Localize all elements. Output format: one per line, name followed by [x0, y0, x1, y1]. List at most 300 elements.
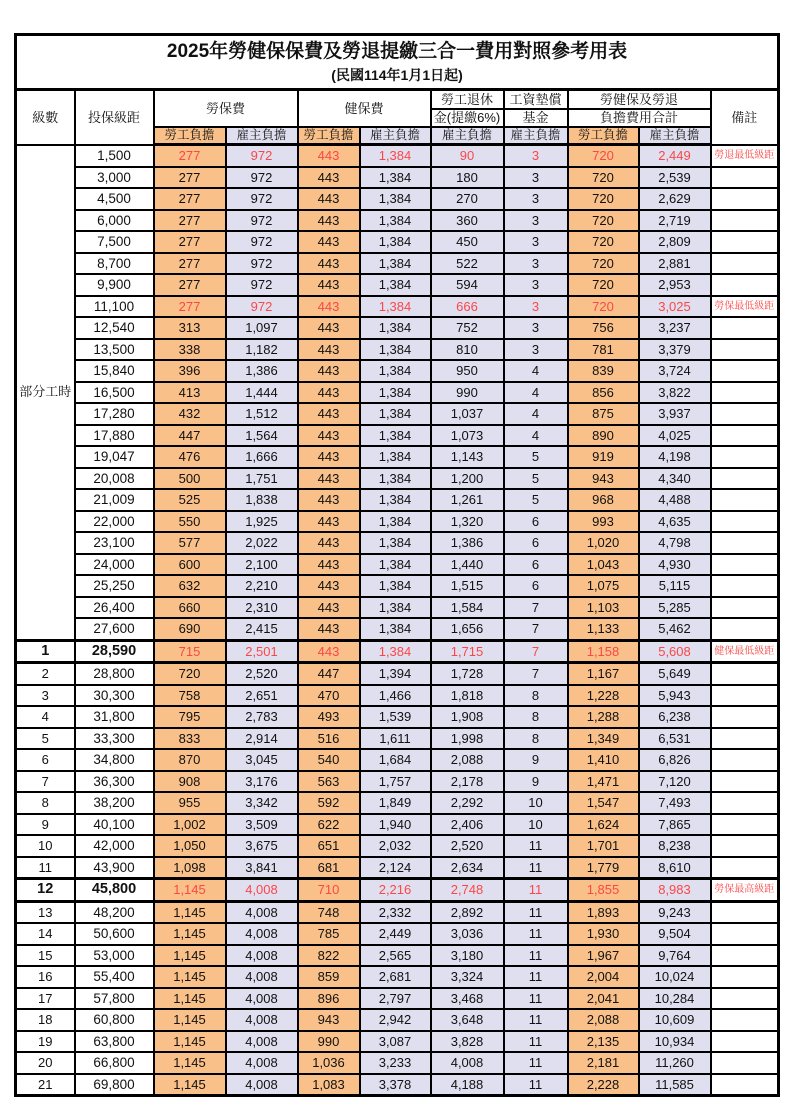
- table-row: [16, 966, 779, 988]
- value-cell: 1,684: [360, 749, 431, 771]
- value-cell: 600: [154, 554, 226, 576]
- value-cell: 3: [504, 253, 568, 275]
- value-cell: 277: [154, 188, 226, 210]
- value-cell: 1,073: [431, 425, 504, 447]
- value-cell: 2,100: [226, 554, 298, 576]
- value-cell: 1,384: [360, 145, 431, 167]
- value-cell: 10: [504, 792, 568, 814]
- table-row: [16, 210, 779, 232]
- value-cell: 1,384: [360, 489, 431, 511]
- subheader-labor-employer: 雇主負擔: [226, 127, 298, 145]
- value-cell: 3: [504, 188, 568, 210]
- value-cell: 2,565: [360, 945, 431, 967]
- value-cell: 2,520: [226, 663, 298, 685]
- value-cell: 443: [298, 575, 360, 597]
- value-cell: 4,008: [226, 945, 298, 967]
- value-cell: 3,675: [226, 835, 298, 857]
- value-cell: 277: [154, 231, 226, 253]
- value-cell: 4,930: [639, 554, 711, 576]
- value-cell: 1,145: [154, 1009, 226, 1031]
- note-cell: [711, 210, 779, 232]
- bracket-cell: 7,500: [75, 231, 154, 253]
- bracket-cell: 50,600: [75, 923, 154, 945]
- value-cell: 4,008: [226, 1009, 298, 1031]
- part-time-section-label: 部分工時: [16, 145, 75, 641]
- level-cell: 2: [16, 663, 75, 685]
- value-cell: 577: [154, 532, 226, 554]
- value-cell: 443: [298, 253, 360, 275]
- value-cell: 968: [568, 489, 639, 511]
- subheader-total-employer: 雇主負擔: [639, 127, 711, 145]
- col-header-total-line2: 負擔費用合計: [568, 109, 711, 127]
- bracket-cell: 28,590: [75, 640, 154, 663]
- value-cell: 11,260: [639, 1052, 711, 1074]
- value-cell: 1,320: [431, 511, 504, 533]
- value-cell: 443: [298, 360, 360, 382]
- value-cell: 4,198: [639, 446, 711, 468]
- table-row: [16, 663, 779, 685]
- value-cell: 4,340: [639, 468, 711, 490]
- value-cell: 1,386: [431, 532, 504, 554]
- value-cell: 11: [504, 901, 568, 923]
- value-cell: 6: [504, 511, 568, 533]
- value-cell: 908: [154, 771, 226, 793]
- value-cell: 90: [431, 145, 504, 167]
- value-cell: 443: [298, 188, 360, 210]
- bracket-cell: 23,100: [75, 532, 154, 554]
- value-cell: 1,384: [360, 274, 431, 296]
- table-row: [16, 814, 779, 836]
- table-row: [16, 532, 779, 554]
- value-cell: 1,666: [226, 446, 298, 468]
- level-cell: 5: [16, 728, 75, 750]
- value-cell: 443: [298, 167, 360, 189]
- value-cell: 1,384: [360, 511, 431, 533]
- value-cell: 1,037: [431, 403, 504, 425]
- value-cell: 4,008: [226, 966, 298, 988]
- note-cell: [711, 835, 779, 857]
- table-row: [16, 835, 779, 857]
- table-row: [16, 575, 779, 597]
- value-cell: 2,216: [360, 879, 431, 902]
- table-row: [16, 1052, 779, 1074]
- value-cell: 2,415: [226, 618, 298, 640]
- table-row: [16, 1031, 779, 1053]
- value-cell: 1,145: [154, 923, 226, 945]
- level-cell: 12: [16, 879, 75, 902]
- value-cell: 1,779: [568, 857, 639, 879]
- value-cell: 396: [154, 360, 226, 382]
- value-cell: 1,384: [360, 618, 431, 640]
- note-cell: [711, 618, 779, 640]
- value-cell: 2,881: [639, 253, 711, 275]
- value-cell: 1,384: [360, 425, 431, 447]
- note-cell: [711, 188, 779, 210]
- value-cell: 4,188: [431, 1074, 504, 1096]
- value-cell: 3: [504, 231, 568, 253]
- note-cell: [711, 231, 779, 253]
- value-cell: 2,783: [226, 706, 298, 728]
- level-cell: 21: [16, 1074, 75, 1096]
- value-cell: 11,585: [639, 1074, 711, 1096]
- value-cell: 1,440: [431, 554, 504, 576]
- value-cell: 1,757: [360, 771, 431, 793]
- value-cell: 1,145: [154, 966, 226, 988]
- value-cell: 8,238: [639, 835, 711, 857]
- value-cell: 622: [298, 814, 360, 836]
- value-cell: 1,515: [431, 575, 504, 597]
- value-cell: 2,634: [431, 857, 504, 879]
- value-cell: 10,934: [639, 1031, 711, 1053]
- value-cell: 540: [298, 749, 360, 771]
- note-cell: [711, 792, 779, 814]
- note-cell: [711, 728, 779, 750]
- value-cell: 8: [504, 728, 568, 750]
- value-cell: 10,609: [639, 1009, 711, 1031]
- value-cell: 277: [154, 210, 226, 232]
- table-row: [16, 296, 779, 318]
- note-cell: [711, 403, 779, 425]
- value-cell: 5: [504, 446, 568, 468]
- value-cell: 3: [504, 339, 568, 361]
- value-cell: 4,008: [226, 988, 298, 1010]
- value-cell: 1,611: [360, 728, 431, 750]
- value-cell: 277: [154, 274, 226, 296]
- value-cell: 4,008: [226, 879, 298, 902]
- value-cell: 990: [298, 1031, 360, 1053]
- bracket-cell: 8,700: [75, 253, 154, 275]
- value-cell: 785: [298, 923, 360, 945]
- bracket-cell: 48,200: [75, 901, 154, 923]
- value-cell: 2,449: [360, 923, 431, 945]
- bracket-cell: 15,840: [75, 360, 154, 382]
- note-cell: [711, 988, 779, 1010]
- value-cell: 8: [504, 706, 568, 728]
- value-cell: 10,284: [639, 988, 711, 1010]
- value-cell: 7: [504, 663, 568, 685]
- value-cell: 3: [504, 296, 568, 318]
- table-row: [16, 879, 779, 902]
- col-header-health-insurance: 健保費: [298, 90, 431, 128]
- bracket-cell: 4,500: [75, 188, 154, 210]
- value-cell: 972: [226, 296, 298, 318]
- note-cell: [711, 1009, 779, 1031]
- value-cell: 11: [504, 1074, 568, 1096]
- note-cell: [711, 706, 779, 728]
- level-cell: 11: [16, 857, 75, 879]
- value-cell: 1,145: [154, 988, 226, 1010]
- value-cell: 5,943: [639, 685, 711, 707]
- level-cell: 15: [16, 945, 75, 967]
- bracket-cell: 1,500: [75, 145, 154, 167]
- value-cell: 443: [298, 446, 360, 468]
- bracket-cell: 63,800: [75, 1031, 154, 1053]
- table-body: [16, 145, 779, 1096]
- value-cell: 1,818: [431, 685, 504, 707]
- subheader-health-employee: 勞工負擔: [298, 127, 360, 145]
- value-cell: 651: [298, 835, 360, 857]
- col-header-note: 備註: [711, 90, 779, 145]
- value-cell: 447: [154, 425, 226, 447]
- value-cell: 1,394: [360, 663, 431, 685]
- table-row: [16, 360, 779, 382]
- value-cell: 7,120: [639, 771, 711, 793]
- value-cell: 972: [226, 274, 298, 296]
- value-cell: 180: [431, 167, 504, 189]
- note-cell: [711, 468, 779, 490]
- bracket-cell: 69,800: [75, 1074, 154, 1096]
- value-cell: 443: [298, 317, 360, 339]
- value-cell: 3: [504, 317, 568, 339]
- value-cell: 1,145: [154, 879, 226, 902]
- table-row: [16, 339, 779, 361]
- bracket-cell: 30,300: [75, 685, 154, 707]
- value-cell: 3,025: [639, 296, 711, 318]
- note-cell: [711, 597, 779, 619]
- value-cell: 6,531: [639, 728, 711, 750]
- table-row: [16, 728, 779, 750]
- value-cell: 859: [298, 966, 360, 988]
- value-cell: 1,512: [226, 403, 298, 425]
- table-row: [16, 188, 779, 210]
- value-cell: 5: [504, 489, 568, 511]
- value-cell: 822: [298, 945, 360, 967]
- value-cell: 443: [298, 532, 360, 554]
- value-cell: 1,998: [431, 728, 504, 750]
- bracket-cell: 31,800: [75, 706, 154, 728]
- value-cell: 1,715: [431, 640, 504, 663]
- value-cell: 443: [298, 554, 360, 576]
- value-cell: 1,182: [226, 339, 298, 361]
- level-cell: 14: [16, 923, 75, 945]
- bracket-cell: 55,400: [75, 966, 154, 988]
- value-cell: 10: [504, 814, 568, 836]
- value-cell: 2,406: [431, 814, 504, 836]
- note-cell: [711, 923, 779, 945]
- col-header-wage-fund-line2: 基金: [504, 109, 568, 127]
- note-cell: [711, 425, 779, 447]
- value-cell: 1,656: [431, 618, 504, 640]
- level-cell: 6: [16, 749, 75, 771]
- value-cell: 4,008: [226, 1074, 298, 1096]
- value-cell: 2,748: [431, 879, 504, 902]
- value-cell: 875: [568, 403, 639, 425]
- value-cell: 338: [154, 339, 226, 361]
- value-cell: 4,008: [226, 901, 298, 923]
- value-cell: 443: [298, 425, 360, 447]
- value-cell: 3,648: [431, 1009, 504, 1031]
- value-cell: 2,539: [639, 167, 711, 189]
- value-cell: 1,584: [431, 597, 504, 619]
- value-cell: 1,564: [226, 425, 298, 447]
- table-row: [16, 901, 779, 923]
- value-cell: 1,158: [568, 640, 639, 663]
- value-cell: 3,822: [639, 382, 711, 404]
- bracket-cell: 24,000: [75, 554, 154, 576]
- value-cell: 3: [504, 145, 568, 167]
- value-cell: 443: [298, 468, 360, 490]
- table-row: [16, 857, 779, 879]
- value-cell: 1,384: [360, 188, 431, 210]
- value-cell: 11: [504, 835, 568, 857]
- value-cell: 2,914: [226, 728, 298, 750]
- value-cell: 1,384: [360, 231, 431, 253]
- value-cell: 2,181: [568, 1052, 639, 1074]
- page-title: 2025年勞健保保費及勞退提繳三合一費用對照參考用表: [166, 41, 628, 62]
- value-cell: 3,180: [431, 945, 504, 967]
- value-cell: 2,809: [639, 231, 711, 253]
- value-cell: 972: [226, 167, 298, 189]
- value-cell: 443: [298, 403, 360, 425]
- value-cell: 443: [298, 618, 360, 640]
- table-row: [16, 554, 779, 576]
- value-cell: 1,145: [154, 1031, 226, 1053]
- value-cell: 2,719: [639, 210, 711, 232]
- table-row: [16, 792, 779, 814]
- value-cell: 493: [298, 706, 360, 728]
- value-cell: 443: [298, 382, 360, 404]
- value-cell: 1,384: [360, 640, 431, 663]
- col-header-total-line1: 勞健保及勞退: [568, 90, 711, 110]
- bracket-cell: 60,800: [75, 1009, 154, 1031]
- level-cell: 8: [16, 792, 75, 814]
- note-cell: [711, 575, 779, 597]
- value-cell: 2,942: [360, 1009, 431, 1031]
- value-cell: 955: [154, 792, 226, 814]
- value-cell: 660: [154, 597, 226, 619]
- level-cell: 1: [16, 640, 75, 663]
- bracket-cell: 36,300: [75, 771, 154, 793]
- value-cell: 11: [504, 879, 568, 902]
- value-cell: 2,088: [431, 749, 504, 771]
- note-cell: [711, 446, 779, 468]
- value-cell: 277: [154, 145, 226, 167]
- value-cell: 447: [298, 663, 360, 685]
- bracket-cell: 33,300: [75, 728, 154, 750]
- level-cell: 9: [16, 814, 75, 836]
- value-cell: 313: [154, 317, 226, 339]
- table-row: [16, 317, 779, 339]
- table-row: [16, 231, 779, 253]
- value-cell: 943: [568, 468, 639, 490]
- value-cell: 972: [226, 145, 298, 167]
- value-cell: 2,292: [431, 792, 504, 814]
- value-cell: 3,233: [360, 1052, 431, 1074]
- value-cell: 1,261: [431, 489, 504, 511]
- note-cell: [711, 253, 779, 275]
- col-header-level: 級數: [16, 90, 75, 145]
- value-cell: 3: [504, 167, 568, 189]
- value-cell: 1,940: [360, 814, 431, 836]
- note-cell: [711, 511, 779, 533]
- table-row: [16, 618, 779, 640]
- value-cell: 360: [431, 210, 504, 232]
- bracket-cell: 45,800: [75, 879, 154, 902]
- note-cell: [711, 663, 779, 685]
- value-cell: 2,310: [226, 597, 298, 619]
- table-row: [16, 706, 779, 728]
- bracket-cell: 42,000: [75, 835, 154, 857]
- value-cell: 715: [154, 640, 226, 663]
- bracket-cell: 53,000: [75, 945, 154, 967]
- bracket-cell: 17,280: [75, 403, 154, 425]
- value-cell: 7,493: [639, 792, 711, 814]
- bracket-cell: 19,047: [75, 446, 154, 468]
- value-cell: 2,520: [431, 835, 504, 857]
- value-cell: 710: [298, 879, 360, 902]
- value-cell: 3,342: [226, 792, 298, 814]
- value-cell: 781: [568, 339, 639, 361]
- table-row: [16, 167, 779, 189]
- note-cell: [711, 317, 779, 339]
- value-cell: 1,145: [154, 1052, 226, 1074]
- bracket-cell: 12,540: [75, 317, 154, 339]
- value-cell: 9,504: [639, 923, 711, 945]
- value-cell: 11: [504, 988, 568, 1010]
- value-cell: 2,124: [360, 857, 431, 879]
- value-cell: 720: [568, 253, 639, 275]
- bracket-cell: 20,008: [75, 468, 154, 490]
- value-cell: 8: [504, 685, 568, 707]
- value-cell: 2,135: [568, 1031, 639, 1053]
- table-row: [16, 771, 779, 793]
- table-row: [16, 274, 779, 296]
- value-cell: 1,075: [568, 575, 639, 597]
- value-cell: 1,036: [298, 1052, 360, 1074]
- value-cell: 839: [568, 360, 639, 382]
- value-cell: 1,849: [360, 792, 431, 814]
- value-cell: 896: [298, 988, 360, 1010]
- value-cell: 2,681: [360, 966, 431, 988]
- value-cell: 666: [431, 296, 504, 318]
- value-cell: 1,384: [360, 167, 431, 189]
- value-cell: 1,410: [568, 749, 639, 771]
- note-cell: 勞退最低級距: [711, 145, 779, 167]
- value-cell: 3,378: [360, 1074, 431, 1096]
- value-cell: 4,025: [639, 425, 711, 447]
- value-cell: 1,384: [360, 403, 431, 425]
- value-cell: 1,098: [154, 857, 226, 879]
- value-cell: 432: [154, 403, 226, 425]
- value-cell: 1,145: [154, 945, 226, 967]
- title-row: [16, 35, 779, 90]
- value-cell: 11: [504, 1009, 568, 1031]
- page-subtitle: (民國114年1月1日起): [331, 67, 463, 83]
- value-cell: 890: [568, 425, 639, 447]
- value-cell: 1,539: [360, 706, 431, 728]
- value-cell: 943: [298, 1009, 360, 1031]
- value-cell: 2,041: [568, 988, 639, 1010]
- note-cell: [711, 945, 779, 967]
- value-cell: 3: [504, 210, 568, 232]
- value-cell: 443: [298, 210, 360, 232]
- value-cell: 277: [154, 167, 226, 189]
- subheader-health-employer: 雇主負擔: [360, 127, 431, 145]
- value-cell: 1,384: [360, 210, 431, 232]
- value-cell: 4: [504, 382, 568, 404]
- bracket-cell: 28,800: [75, 663, 154, 685]
- value-cell: 2,032: [360, 835, 431, 857]
- value-cell: 720: [568, 167, 639, 189]
- value-cell: 443: [298, 597, 360, 619]
- value-cell: 5,649: [639, 663, 711, 685]
- value-cell: 972: [226, 210, 298, 232]
- value-cell: 7: [504, 597, 568, 619]
- subheader-labor-employee: 勞工負擔: [154, 127, 226, 145]
- value-cell: 3,724: [639, 360, 711, 382]
- value-cell: 1,838: [226, 489, 298, 511]
- value-cell: 4: [504, 360, 568, 382]
